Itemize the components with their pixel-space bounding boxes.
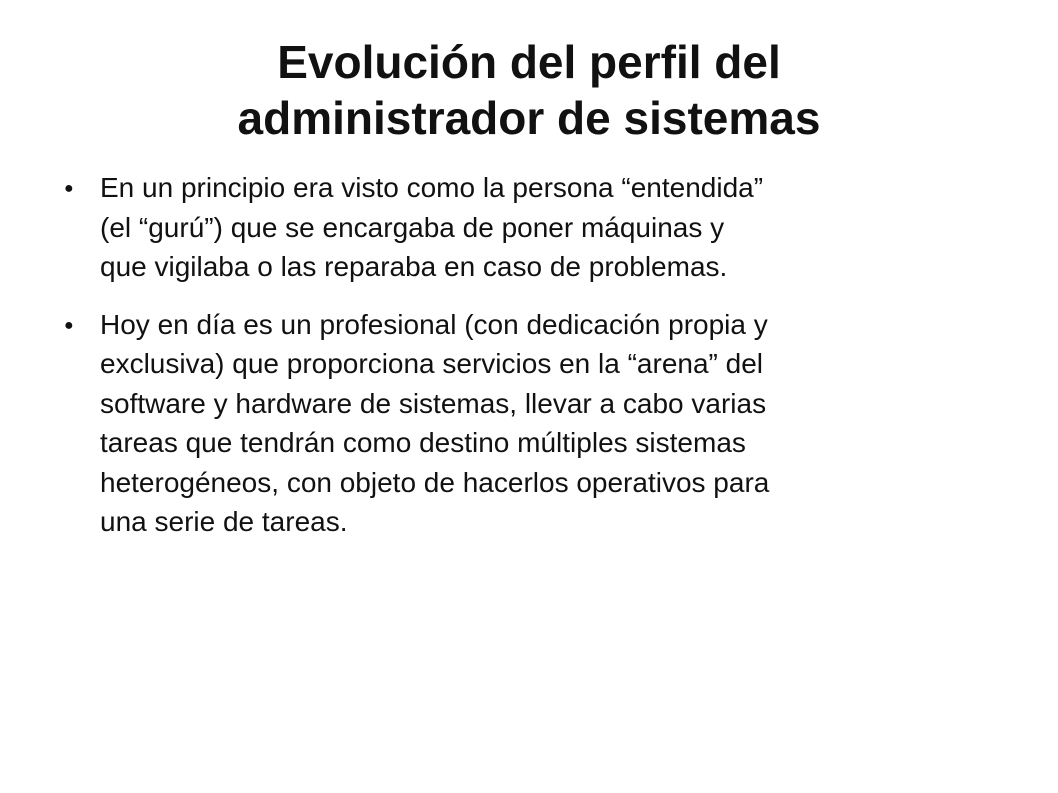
bullet-text-line: software y hardware de sistemas, llevar a cabo varias [100, 387, 767, 419]
bullet-text-line: una serie de tareas. [100, 506, 348, 537]
bullet-item [56, 305, 1016, 542]
bullet-list [56, 168, 1016, 560]
slide-title-line: administrador de sistemas [237, 92, 821, 144]
bullet-text-line: exclusiva) que proporciona servicios en la “arena” del [100, 348, 764, 379]
bullet-text-line: heterogéneos, con objeto de hacerlos operativos para [100, 466, 770, 498]
slide-title-line: Evolución del perfil del [277, 36, 781, 88]
bullet-marker-icon: ● [64, 316, 74, 334]
bullet-item [56, 168, 1016, 287]
bullet-marker-icon: ● [64, 180, 74, 197]
bullet-text-line: tareas que tendrán como destino múltiples sistemas [100, 427, 746, 458]
bullet-text-line: En un principio era visto como la persona “entendida” [100, 172, 764, 203]
slide-title [60, 34, 998, 146]
bullet-text-line: Hoy en día es un profesional (con dedicación propia y [100, 308, 768, 340]
bullet-text-line: que vigilaba o las reparaba en caso de problemas. [100, 251, 728, 282]
bullet-text-line: (el “gurú”) que se encargaba de poner máquinas y [100, 211, 725, 243]
